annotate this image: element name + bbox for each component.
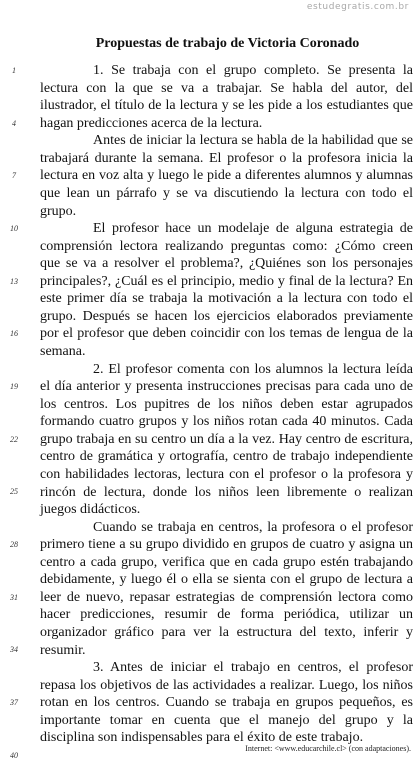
line-number: 1 — [12, 66, 16, 75]
line-number: 37 — [10, 698, 18, 708]
paragraph: Antes de iniciar la lectura se habla de la habilidad que se trabajará durante la semana. El profesor o la profesora inicia la lectura en voz alta y luego le pide a diferentes alumnos y alumnas que lean un párrafo y se va discutiendo la lectura con todo el grupo. — [40, 133, 413, 219]
line-number: 10 — [10, 224, 18, 234]
line-number: 40 — [10, 750, 18, 760]
paragraph: El profesor hace un modelaje de alguna estrategia de comprensión lectora realizando preguntas como: ¿Cómo creen que se va a resolver el problema?, ¿Quiénes son los personajes principales?, ¿Cuál es el principio, medio y final de la lectura? En este primer día se trabaja la motivación a la lectura con todo el grupo. Después se hacen los ejercicios elaborados previamente por el profesor que deben coincidir con los temas de lengua de la semana. — [40, 221, 413, 359]
paragraph: 3. Antes de iniciar el trabajo en centros, el profesor repasa los objetivos de las actividades a realizar. Luego, los niños rotan en los centros. Cuando se trabaja en grupos pequeños, es importante tomar en cuenta que el manejo del grupo y la disciplina son indispensables para el éxito de este trabajo. — [40, 660, 413, 746]
line-number: 31 — [10, 592, 18, 602]
page-title: Propuestas de trabajo de Victoria Coronado — [95, 36, 360, 51]
line-number: 4 — [12, 118, 16, 128]
line-number: 13 — [10, 276, 18, 286]
line-number: 25 — [10, 487, 18, 497]
line-number: 19 — [10, 382, 18, 392]
line-number: 16 — [10, 329, 18, 339]
paragraph: 2. El profesor comenta con los alumnos la lectura leída el día anterior y presenta instrucciones precisas para cada uno de los centros. Los pupitres de los niños deben estar agrupados formando cuatro grupos y los niños rotan cada 40 minutos. Cada grupo trabaja en su centro un día a la vez. Hay centro de escritura, centro de gramática y ortografía, centro de trabajo independiente con habilidades lectoras, lectura con el profesor o la profesora y rincón de lectura, donde los niños leen libremente o realizan juegos didácticos. — [40, 361, 413, 518]
line-number: 34 — [10, 645, 18, 655]
line-number: 7 — [12, 171, 16, 181]
body-text — [40, 62, 413, 747]
paragraph: Cuando se trabaja en centros, la profesora o el profesor primero tiene a su grupo dividido en grupos de cuatro y asigna un centro a cada grupo, verifica que en cada grupo estén trabajando debidamente, y luego él o ella se sienta con el grupo de lectura a leer de nuevo, repasar estrategias de comprensión lectora como hacer predicciones, resumir de forma periódica, utilizar un organizador gráfico para ver la estructura del texto, inferir y resumir. — [40, 519, 413, 658]
line-number: 22 — [10, 434, 18, 444]
source-citation: Internet: <www.educarchile.cl> (con adaptaciones). — [245, 744, 411, 753]
line-number: 28 — [10, 540, 18, 550]
paragraph: 1. Se trabaja con el grupo completo. Se presenta la lectura con la que se va a trabajar. Se habla del autor, del ilustrador, el título de la lectura y se les pide a los estudiantes que hagan predicciones acerca de la lectura. — [40, 63, 413, 131]
watermark: estudegratis.com.br — [306, 2, 409, 12]
